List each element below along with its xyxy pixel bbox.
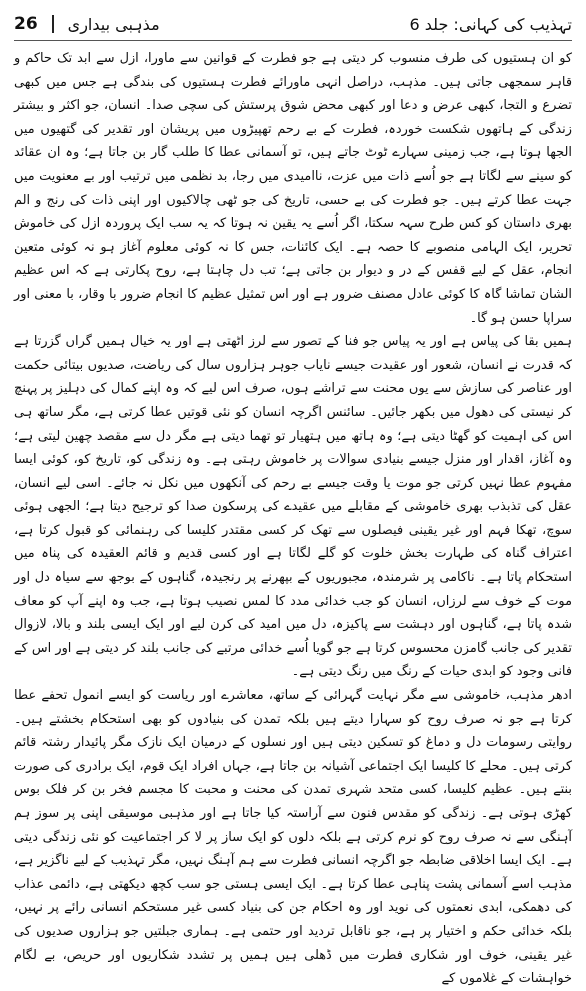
book-name: مذہبی بیداری [67,14,160,34]
header-separator [52,15,54,33]
page-header [14,8,572,41]
running-title: تہذیب کی کہانی: جلد 6 [409,14,572,34]
header-left-block [14,14,160,34]
paragraph-3: ادھر مذہب، خاموشی سے مگر نہایت گہرائی کے ساتھ، معاشرے اور ریاست کو ایسے انمول تحفے عطا کرتا ہے جو نہ صرف روح کو سہارا دیتے ہیں بلکہ تمدن کی بنیادوں کو بھی استحکام بخشتے ہیں۔ روایتی رسومات دل و دماغ کو تسکین دیتی ہیں اور نسلوں کے درمیان ایک نازک مگر پائیدار رشتہ قائم کرتی ہیں۔ محلے کا کلیسا ایک اجتماعی آشیانہ بن جاتا ہے، جہاں افراد ایک قوم، ایک برادری کی صورت بنتے ہیں۔ عظیم کلیسا، کسی متحد شہری تمدن کی محنت و محبت کا مجسم فخر بن کر فلک بوس کھڑی ہوتی ہے۔ زندگی کو مقدس فنون سے آراستہ کیا جاتا ہے اور مذہبی موسیقی اپنی پر سوز ہم آہنگی سے نہ صرف روح کو نرم کرتی ہے بلکہ دلوں کو ایک ساز پر لا کر اجتماعیت کو نئی زندگی دیتی ہے۔ ایک ایسا اخلاقی ضابطہ جو اگرچہ انسانی فطرت سے ہم آہنگ نہیں، مگر تہذیب کے لیے ناگزیر ہے، مذہب اسے آسمانی پشت پناہی عطا کرتا ہے۔ ایک ایسی ہستی جو سب کچھ دیکھتی ہے، دائمی عذاب کی دھمکی، ابدی نعمتوں کی نوید اور وہ احکام جن کی بنیاد کسی غیر مستحکم انسانی رائے پر نہیں، بلکہ خدائی حکم و اختیار پر ہے، جو ناقابل تردید اور حتمی ہے۔ ہماری جبلتیں جو ہزاروں صدیوں کی غیر یقینی، خوف اور شکاری فطرت میں ڈھلی ہیں ہمیں پر تشدد شکاریوں اور حریص، بے لگام خواہشات کے غلاموں کے [14,688,572,987]
paragraph-2: ہمیں بقا کی پیاس ہے اور یہ پیاس جو فنا کے تصور سے لرز اٹھتی ہے اور یہ خیال ہمیں گراں گزرتا ہے کہ قدرت نے انسان، شعور اور عقیدت جیسے نایاب جوہر ہزاروں سال کی ریاضت، صدیوں بیتائی حکمت اور عناصر کی سازش سے یوں محنت سے تراشے ہوں، صرف اس لیے کہ وہ اپنے کمال کی دہلیز پر پہنچ کر نیستی کی دھول میں بکھر جائیں۔ سائنس اگرچہ انسان کو نئی قوتیں عطا کرتی ہے، مگر ساتھ ہی اس کی اہمیت کو گھٹا دیتی ہے؛ وہ ہاتھ میں ہتھیار تو تھما دیتی ہے مگر دل سے مقصد چھین لیتی ہے؛ وہ آغاز، اقدار اور منزل جیسے بنیادی سوالات پر خاموش رہتی ہے۔ وہ زندگی کو، تاریخ کو، کوئی ایسا مفہوم عطا نہیں کرتی جو موت یا وقت جیسے بے رحم کی آنکھوں میں نکل نہ جائے۔ اسی لیے انسان، عقل کی تذبذب بھری خاموشی کے مقابلے میں عقیدے کی پرسکون صدا کو ترجیح دیتا ہے؛ الجھی ہوئی سوچ، تھکا فہم اور غیر یقینی فیصلوں سے تھک کر کسی مقتدر کلیسا کی رہنمائی کو قبول کرتا ہے، اعتراف گناہ کی طہارت بخش خلوت کو گلے لگاتا ہے اور کسی قدیم و قائم العقیدہ کی پناہ میں استحکام پاتا ہے۔ ناکامی پر شرمندہ، مجبوریوں کے بپھرنے پر رنجیدہ، گناہوں کے بوجھ سے سیاہ دل اور موت کے خوف سے لرزاں، انسان کو جب خدائی مدد کا لمس نصیب ہوتا ہے، جب وہ اپنے آپ کو معاف شدہ پاتا ہے، گناہوں اور دہشت سے پاکیزہ، دل میں امید کی کرن لیے اور ایک ایسی بلند و بالا، لازوال تقدیر کی جانب گامزن محسوس کرتا ہے جو گویا اُسے خدائی مرتبے کی جانب بلند کر دیتی ہے اور اس کے فانی وجود کو ابدی حیات کے رنگ میں رنگ دیتی ہے۔ [14,334,572,680]
page-number: 26 [14,14,38,34]
paragraph-1: کو ان ہستیوں کی طرف منسوب کر دیتی ہے جو فطرت کے قوانین سے ماورا، ازل سے ابد تک حاکم و قاہر سمجھی جاتی ہیں۔ مذہب، دراصل انہی ماورائے فطرت ہستیوں کی بندگی ہے جس میں کبھی تضرع و التجا، کبھی عرض و دعا اور کبھی محض شوق پرستش کی سچی صدا۔ انسان، جو اکثر و بیشتر زندگی کے ہاتھوں شکست خوردہ، فطرت کے بے رحم تھپیڑوں میں پریشان اور تقدیر کی گتھیوں میں الجھا ہوتا ہے، جب زمینی سہارے ٹوٹ جاتے ہیں، تو آسمانی عطا کا طلب گار بن جاتا ہے؛ وہ ان عقائد کو سینے سے لگاتا ہے جو اُسے ذات میں عزت، ناامیدی میں رجا، بد نظمی میں ترتیب اور بے معنویت میں جہت عطا کرتے ہیں۔ جو فطرت کی بے حسی، تاریخ کی جو ٹھی چالاکیوں اور اپنی ذات کی رنج و الم بھری داستان کو کس طرح سہہ سکتا، اگر اُسے یہ یقین نہ ہوتا کہ یہ سب ایک پروردہ ازل کی خاموش تحریر، ایک الہامی منصوبے کا حصہ ہے۔ ایک کائنات، جس کا نہ کوئی معلوم آغاز ہو نہ کوئی متعین انجام، عقل کے لیے قفس کے در و دیوار بن جاتی ہے؛ تب دل چاہتا ہے، روح پکارتی ہے کہ اس عظیم الشان تماشا گاہ کا کوئی عادل مصنف ضرور ہے اور اس تمثیل عظیم کا انجام ضرور با وقار، با معنی اور سراپا حسن ہو گا۔ [14,51,572,326]
page-body [14,47,572,991]
